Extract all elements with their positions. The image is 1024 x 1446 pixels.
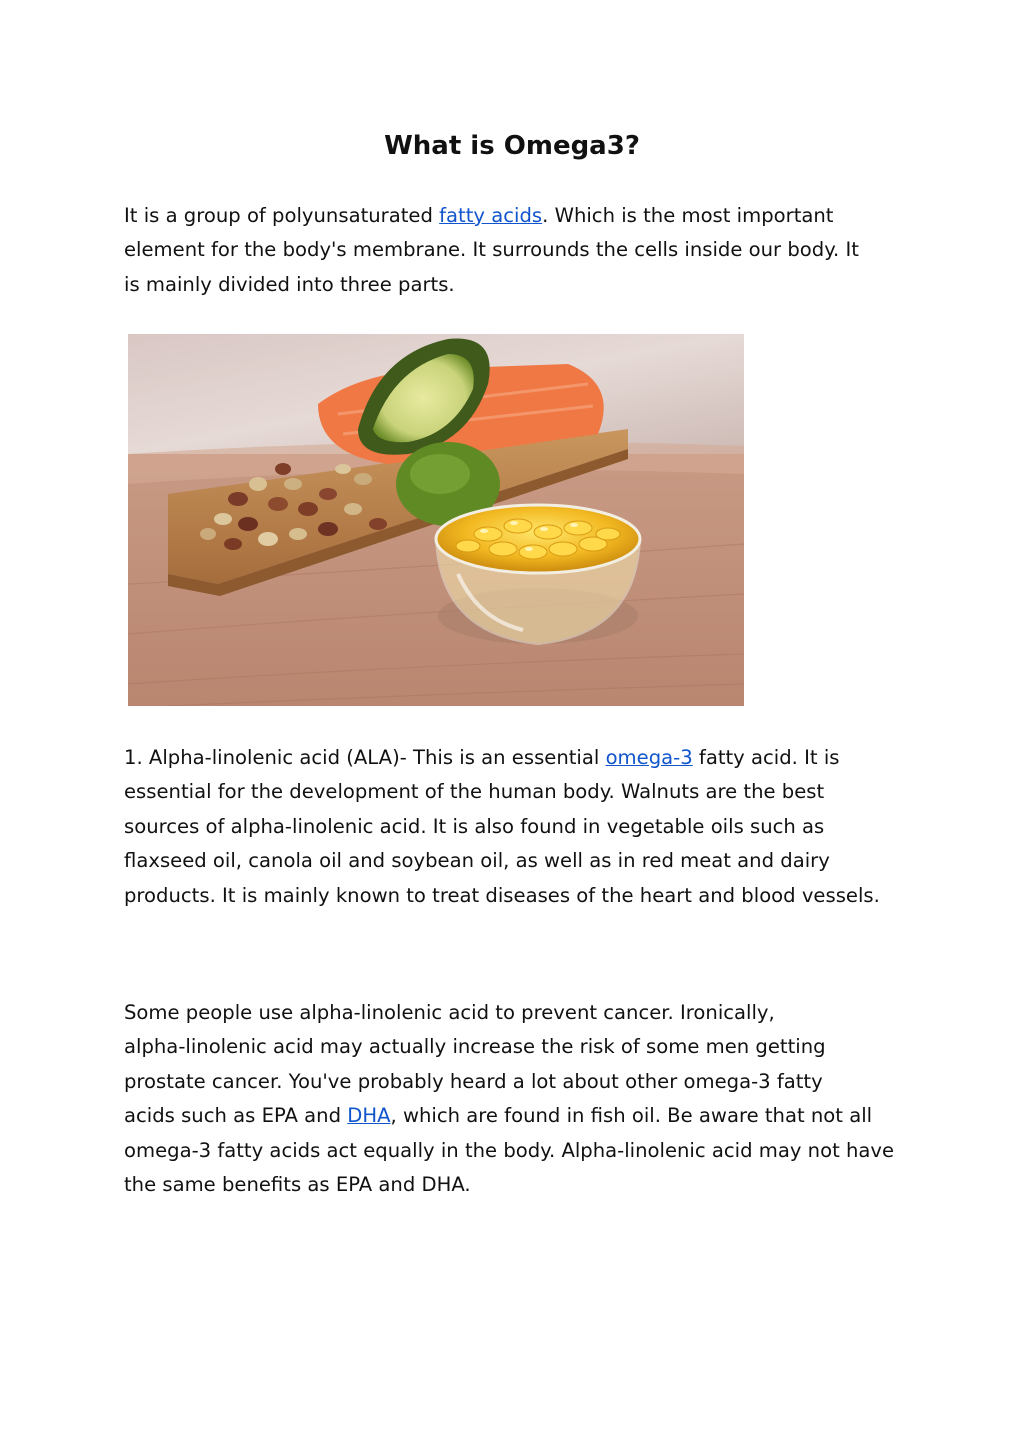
intro-line-2: element for the body's membrane. It surrounds the cells inside our body. It	[124, 238, 859, 262]
cancer-line-4: acids such as EPA and DHA, which are found in fish oil. Be aware that not all	[124, 1104, 873, 1128]
ala-line-4: flaxseed oil, canola oil and soybean oil, as well as in red meat and dairy	[124, 849, 830, 873]
fatty-acids-link[interactable]: fatty acids	[439, 204, 543, 227]
cancer-line-2: alpha-linolenic acid may actually increase the risk of some men getting	[124, 1035, 826, 1059]
ala-paragraph	[124, 741, 914, 913]
omega-3-link[interactable]: omega-3	[605, 746, 693, 769]
cancer-line-3: prostate cancer. You've probably heard a lot about other omega-3 fatty	[124, 1069, 823, 1093]
omega3-food-photo	[128, 334, 744, 706]
cancer-paragraph	[124, 996, 914, 1202]
cancer-line-5: omega-3 fatty acids act equally in the body. Alpha-linolenic acid may not have	[124, 1138, 895, 1162]
ala-line-3: sources of alpha-linolenic acid. It is also found in vegetable oils such as	[124, 814, 825, 838]
page-title: What is Omega3?	[384, 131, 640, 161]
intro-line-3: is mainly divided into three parts.	[124, 272, 455, 296]
dha-link[interactable]: DHA	[347, 1104, 391, 1128]
cancer-line-6: the same benefits as EPA and DHA.	[124, 1173, 471, 1197]
ala-line-5: products. It is mainly known to treat diseases of the heart and blood vessels.	[124, 883, 880, 907]
intro-paragraph	[124, 199, 914, 302]
capsule-bowl	[436, 505, 640, 644]
cancer-line-1: Some people use alpha-linolenic acid to prevent cancer. Ironically,	[124, 1001, 775, 1024]
ala-line-1: 1. Alpha-linolenic acid (ALA)- This is an essential omega-3 fatty acid. It is	[124, 746, 840, 769]
photo-illustration	[128, 334, 744, 706]
intro-line-1: It is a group of polyunsaturated fatty acids. Which is the most important	[124, 204, 834, 227]
ala-line-2: essential for the development of the human body. Walnuts are the best	[124, 780, 825, 804]
